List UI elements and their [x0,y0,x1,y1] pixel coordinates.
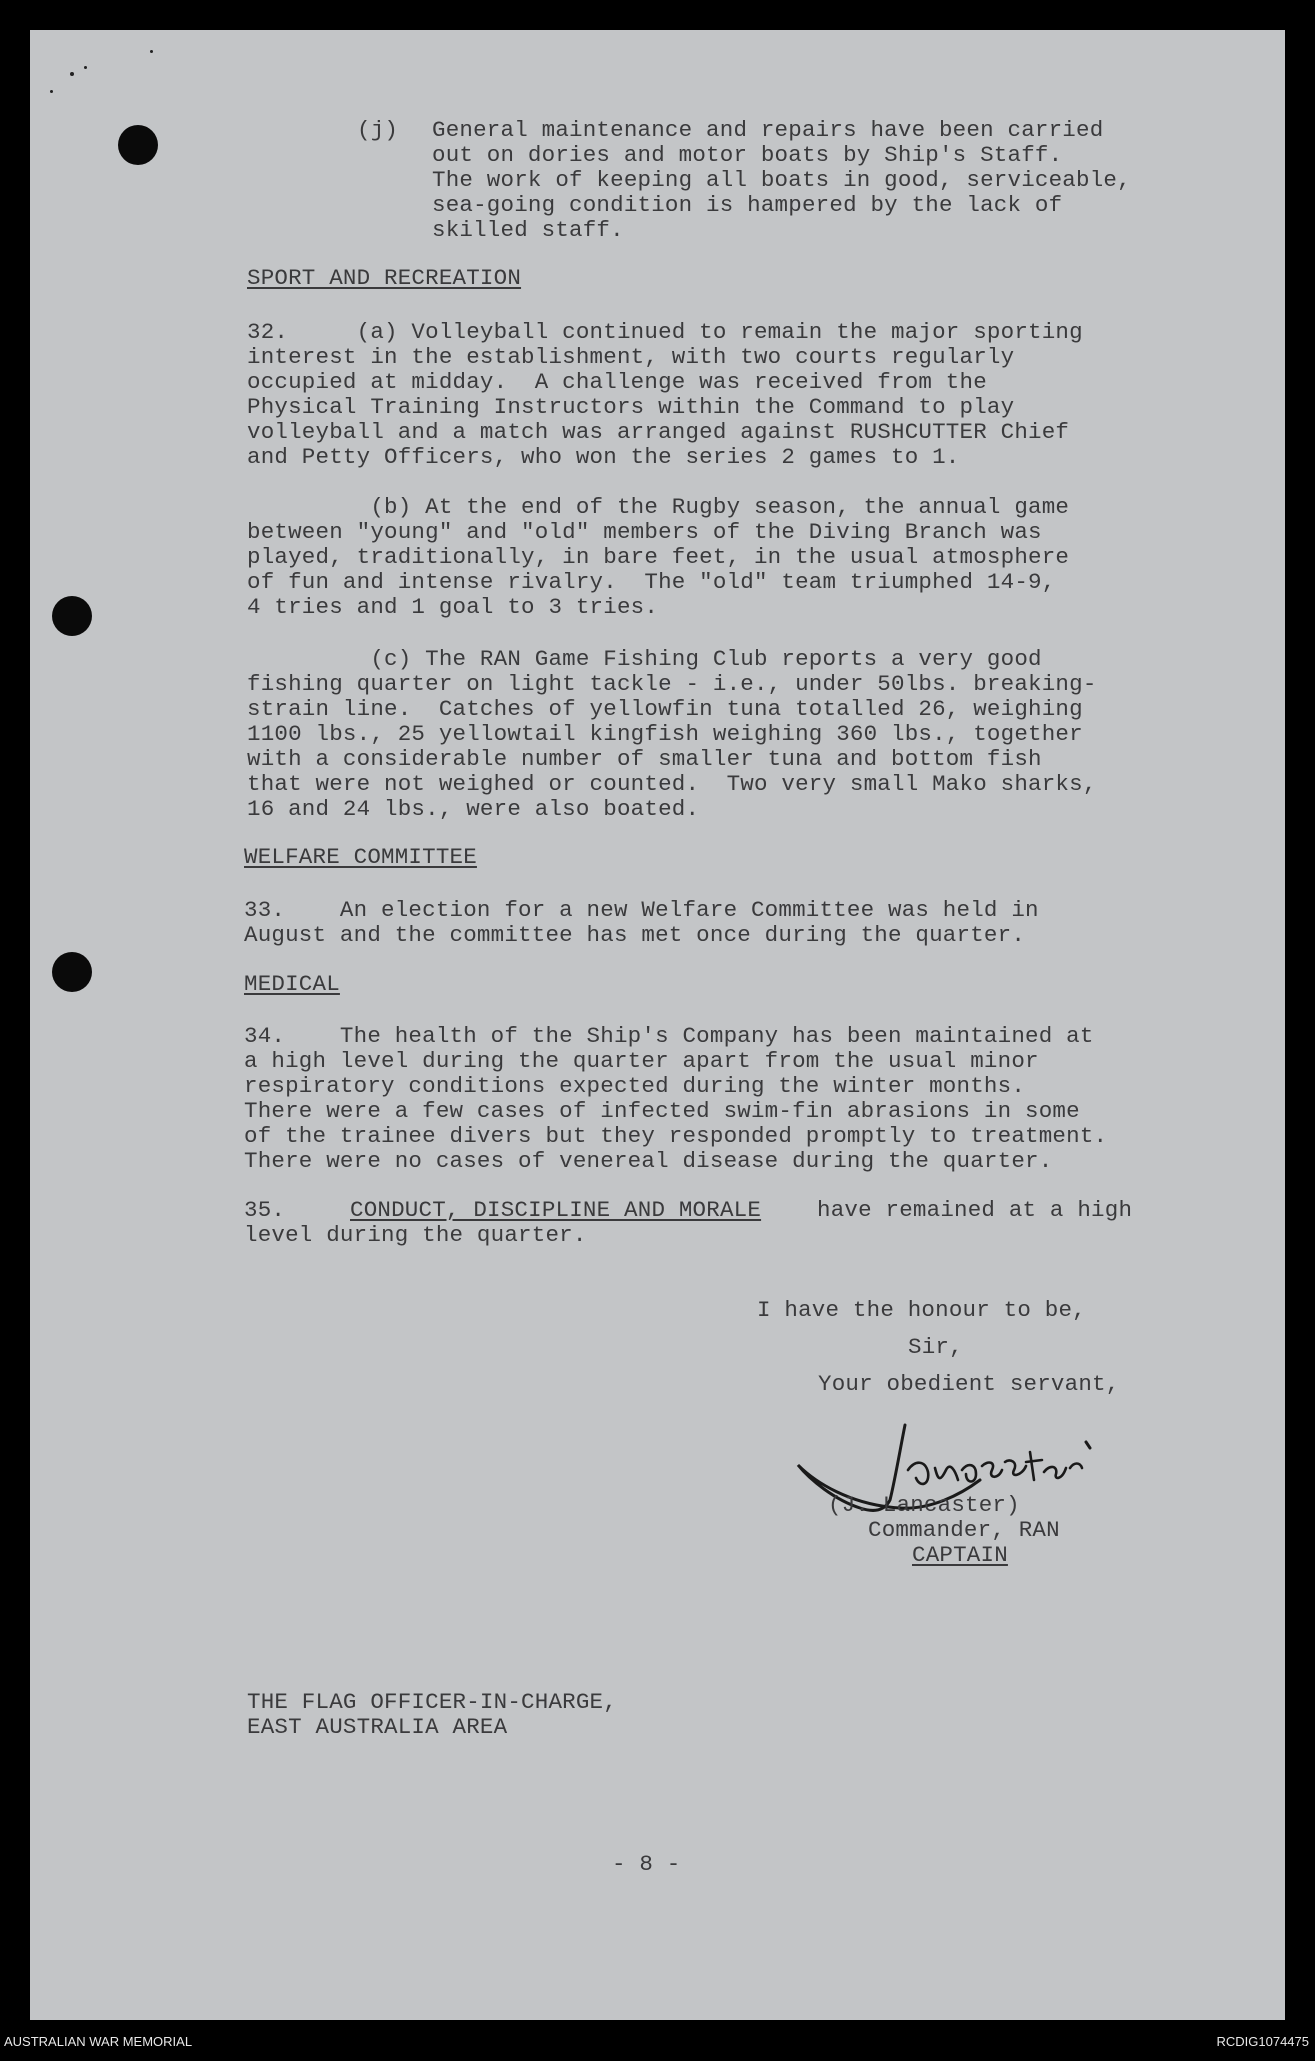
dust-speck [50,90,53,93]
section-j-line: The work of keeping all boats in good, serviceable, [432,167,1131,193]
dust-speck [70,72,74,76]
section-j-line: General maintenance and repairs have been carried [432,117,1104,143]
signatory-title: CAPTAIN [912,1542,1008,1568]
welfare-heading: WELFARE COMMITTEE [244,844,477,870]
para-32a-line: 32. (a) Volleyball continued to remain the major sporting [247,319,1083,345]
para-32c-line: 16 and 24 lbs., were also boated. [247,796,700,822]
para-32c-line: that were not weighed or counted. Two very small Mako sharks, [247,771,1097,797]
section-j-line: sea-going condition is hampered by the lack of [432,192,1063,218]
medical-heading: MEDICAL [244,971,340,997]
para-34-line: 34. The health of the Ship's Company has been maintained at [244,1023,1094,1049]
para-32c-line: with a considerable number of smaller tuna and bottom fish [247,746,1042,772]
section-j-line: out on dories and motor boats by Ship's Staff. [432,142,1063,168]
para-34-line: There were no cases of venereal disease during the quarter. [244,1148,1053,1174]
addressee-line: EAST AUSTRALIA AREA [247,1714,508,1740]
para-32a-line: occupied at midday. A challenge was received from the [247,369,987,395]
para-32c-line: fishing quarter on light tackle - i.e., under 50lbs. breaking- [247,671,1097,697]
para-34-line: a high level during the quarter apart from the usual minor [244,1048,1039,1074]
closing-line: Your obedient servant, [818,1371,1120,1397]
para-32b-line: played, traditionally, in bare feet, in the usual atmosphere [247,544,1070,570]
record-id: RCDIG1074475 [1216,2034,1309,2049]
archive-label: AUSTRALIAN WAR MEMORIAL [4,2034,193,2049]
signatory-rank: Commander, RAN [868,1517,1060,1543]
para-34-line: There were a few cases of infected swim-fin abrasions in some [244,1098,1080,1124]
para-32a-line: interest in the establishment, with two courts regularly [247,344,1015,370]
para-32b-line: 4 tries and 1 goal to 3 tries. [247,594,659,620]
para-33-line: August and the committee has met once during the quarter. [244,922,1026,948]
closing-salutation: Sir, [908,1334,963,1360]
section-j-marker: (j) [357,117,399,143]
punch-hole-bottom [52,952,92,992]
para-35-number: 35. [244,1197,286,1223]
para-35-line: level during the quarter. [244,1222,587,1248]
para-34-line: of the trainee divers but they responded promptly to treatment. [244,1123,1108,1149]
para-32c-line: 1100 lbs., 25 yellowtail kingfish weighing 360 lbs., together [247,721,1083,747]
signatory-name: (J. Lancaster) [828,1492,1020,1518]
page-number: - 8 - [612,1851,681,1877]
para-32c-line: (c) The RAN Game Fishing Club reports a very good [247,646,1042,672]
closing-line: I have the honour to be, [757,1297,1086,1323]
punch-hole-top [118,125,158,165]
section-j-line: skilled staff. [432,217,624,243]
para-32b-line: of fun and intense rivalry. The "old" team triumphed 14-9, [247,569,1056,595]
dust-speck [84,66,87,69]
para-33-line: 33. An election for a new Welfare Committee was held in [244,897,1039,923]
dust-speck [150,50,153,53]
para-34-line: respiratory conditions expected during the winter months. [244,1073,1026,1099]
para-32a-line: Physical Training Instructors within the Command to play [247,394,1015,420]
addressee-line: THE FLAG OFFICER-IN-CHARGE, [247,1689,617,1715]
para-32a-line: and Petty Officers, who won the series 2 games to 1. [247,444,960,470]
para-35-text: have remained at a high [817,1197,1133,1223]
para-32b-line: (b) At the end of the Rugby season, the annual game [247,494,1070,520]
conduct-heading: CONDUCT, DISCIPLINE AND MORALE [350,1197,762,1223]
sport-heading: SPORT AND RECREATION [247,265,522,291]
para-32c-line: strain line. Catches of yellowfin tuna totalled 26, weighing [247,696,1083,722]
punch-hole-middle [52,596,92,636]
para-32b-line: between "young" and "old" members of the Diving Branch was [247,519,1042,545]
para-32a-line: volleyball and a match was arranged against RUSHCUTTER Chief [247,419,1070,445]
